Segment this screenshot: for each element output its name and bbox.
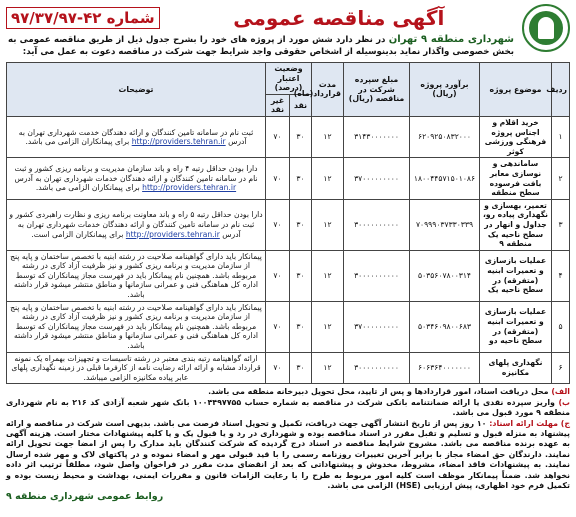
project-name: ساماندهی و نوسازی معابر بافت فرسوده سطح منطقه: [480, 158, 552, 199]
credit-noncash: ۷۰: [266, 250, 290, 301]
organization-name: شهرداری منطقه ۹ تهران: [388, 34, 515, 45]
contract-duration: ۱۲: [312, 301, 344, 352]
project-name: عملیات بازسازی و تعمیرات ابنیه (متفرقه) در سطح ناحیه یک: [480, 250, 552, 301]
project-estimate: ۱۸۰۰۴۴۵۷۱۵۰۱۰۸۶: [410, 158, 480, 199]
credit-noncash: ۷۰: [266, 116, 290, 157]
header-description: توضیحات: [7, 63, 266, 117]
header-bar: [6, 4, 570, 32]
credit-cash: ۳۰: [290, 352, 312, 384]
row-number: ۴: [552, 250, 570, 301]
table-row: [7, 250, 570, 301]
projects-table: [6, 62, 570, 384]
project-deposit: ۳۱۴۳۰۰۰۰۰۰۰: [344, 116, 410, 157]
municipality-logo-icon: [522, 4, 570, 52]
contract-duration: ۱۲: [312, 158, 344, 199]
providers-link[interactable]: http://providers.tehran.ir: [131, 137, 226, 147]
contract-duration: ۱۲: [312, 352, 344, 384]
project-name: تعمیر، بهسازی و نگهداری پیاده رو، جداول و انهار در سطح ناحیه یک منطقه ۹: [480, 199, 552, 250]
table-row: [7, 158, 570, 199]
notice-terms: [6, 387, 570, 502]
term-b: ب) واریز سپرده نقدی یا ارائه ضمانتنامه بانکی شرکت در مناقصه به شماره حساب ۱۰۰۴۴۹۷۷۵۵ بانک شهر شعبه آزادی کد ۲۱۶ به نام شهرداری منطقه ۹ مورد قبول می باشد.: [6, 397, 570, 418]
header-row-number: ردیف: [552, 63, 570, 117]
project-deposit: ۳۰۰۰۰۰۰۰۰۰۰: [344, 199, 410, 250]
header-deposit: مبلغ سپرده شرکت در مناقصه (ریال): [344, 63, 410, 117]
row-number: ۳: [552, 199, 570, 250]
header-project-name: موضوع پروژه: [480, 63, 552, 117]
contract-duration: ۱۲: [312, 116, 344, 157]
project-name: خرید اقلام و اجناس پروژه فرهنگی ورزشی کوثر: [480, 116, 552, 157]
project-description: پیمانکار باید دارای گواهینامه صلاحیت در رشته ابنیه با تخصص ساختمان و پایه پنج از سازمان مدیریت و برنامه ریزی کشور و نیز ظرفیت آزاد کاری در رشته مربوطه باشد. همچنین نام پیمانکار باید در فهرست مجاز پیمانکاران که توسط اداره کل هماهنگی فنی و عمرانی سازمانها و مناطق منتشر میشود قرار داشته باشد.: [7, 301, 266, 352]
credit-noncash: ۷۰: [266, 158, 290, 199]
projects-table-body: [7, 116, 570, 383]
table-row: [7, 116, 570, 157]
project-description: دارا بودن حداقل رتبه ۵ راه و باند معاونت برنامه ریزی و نظارت راهبردی کشور و ثبت نام در سامانه تامین کنندگان و ارائه دهندگان خدمات شهرداری تهران به آدرس http://providers.tehran.ir برای پیمانکاران الزامی است.: [7, 199, 266, 250]
header-duration: مدت قرارداد(ماه): [312, 63, 344, 117]
notice-number: شماره ۴۲-۹۷/۳۷/۹۷: [6, 7, 160, 29]
row-number: ۵: [552, 301, 570, 352]
notice-title: آگهی مناقصه عمومی: [233, 6, 445, 30]
providers-link[interactable]: http://providers.tehran.ir: [142, 183, 237, 193]
credit-noncash: ۷۰: [266, 301, 290, 352]
public-relations-signature: روابط عمومی شهرداری منطقه ۹: [6, 491, 164, 503]
credit-cash: ۳۰: [290, 116, 312, 157]
project-description: ثبت نام در سامانه تامین کنندگان و ارائه دهندگان خدمت شهرداری تهران به آدرس http://providers.tehran.ir برای پیمانکاران الزامی می باشد.: [7, 116, 266, 157]
project-deposit: ۳۷۰۰۰۰۰۰۰۰۰: [344, 158, 410, 199]
project-estimate: ۵۰۳۴۶۰۹۸۰۰۶۸۳: [410, 301, 480, 352]
contract-duration: ۱۲: [312, 199, 344, 250]
row-number: ۲: [552, 158, 570, 199]
term-a: الف) محل دریافت اسناد، امور قراردادها و پس از تایید، محل تحویل دبیرخانه منطقه می باشد.: [208, 387, 570, 397]
header-credit: وضعیت اعتبار (درصد): [266, 63, 312, 95]
contract-duration: ۱۲: [312, 250, 344, 301]
project-name: نگهداری پلهای مکانیزه: [480, 352, 552, 384]
project-description: دارا بودن حداقل رتبه ۴ راه و باند سازمان مدیریت و برنامه ریزی کشور و ثبت نام در سامانه تامین کنندگان و ارائه دهندگان خدمات شهرداری تهران به آدرس http://providers.tehran.ir برای پیمانکاران الزامی می باشد.: [7, 158, 266, 199]
table-row: [7, 352, 570, 384]
header-noncash: غیر نقد: [266, 94, 290, 116]
credit-cash: ۳۰: [290, 199, 312, 250]
project-estimate: ۶۲۰۹۲۵۰۸۳۲۰۰۰: [410, 116, 480, 157]
credit-noncash: ۷۰: [266, 199, 290, 250]
header-estimate: برآورد پروژه (ریال): [410, 63, 480, 117]
credit-cash: ۳۰: [290, 158, 312, 199]
table-row: [7, 199, 570, 250]
project-deposit: ۳۷۰۰۰۰۰۰۰۰۰: [344, 301, 410, 352]
credit-cash: ۳۰: [290, 301, 312, 352]
table-row: [7, 301, 570, 352]
providers-link[interactable]: http://providers.tehran.ir: [125, 229, 220, 239]
row-number: ۶: [552, 352, 570, 384]
intro-text: در نظر دارد شش مورد از پروژه های خود را بشرح جدول ذیل از طریق مناقصه عمومی به بخش خصوصی واگذار نماید بدینوسیله از اشخاص حقوقی واجد شرایط جهت شرکت در مناقصه دعوت به عمل می آید:: [8, 35, 514, 57]
project-description: پیمانکار باید دارای گواهینامه صلاحیت در رشته ابنیه با تخصص ساختمان و پایه پنج از سازمان مدیریت و برنامه ریزی کشور و نیز ظرفیت آزاد کاری در رشته مربوطه باشد. همچنین نام پیمانکار باید در فهرست مجاز پیمانکاران که توسط اداره کل هماهنگی فنی و عمرانی سازمانها و مناطق منتشر میشود قرار داشته باشد.: [7, 250, 266, 301]
table-header-row: [7, 63, 570, 95]
project-estimate: ۶۰۶۳۶۴۰۰۰۰۰۰۰: [410, 352, 480, 384]
project-deposit: ۳۰۰۰۰۰۰۰۰۰۰: [344, 352, 410, 384]
notice-intro: [8, 34, 514, 58]
credit-cash: ۳۰: [290, 250, 312, 301]
credit-noncash: ۷۰: [266, 352, 290, 384]
project-estimate: ۵۰۳۵۶۰۷۸۰۰۳۱۴: [410, 250, 480, 301]
header-cash: نقد: [290, 94, 312, 116]
project-estimate: ۷۰۹۹۹۰۳۷۳۳۰۳۳۹: [410, 199, 480, 250]
term-c: ج) مهلت ارائه اسناد: ۱۰ روز پس از تاریخ انتشار آگهی جهت دریافت، تکمیل و تحویل اسناد فرصت می باشد. بدیهی است شرکت در مناقصه و ارائه پیشنهاد به منزله قبول و تسلیم و تقبل مقرر در اسناد مناقصه بوده و شهرداری در رد و یا قبول یک و یا کلیه پیشنهادات مختار است. هزینه آگهی به عهده برنده مناقصه می باشد. مشروح شرایط مناقصه در اسناد درج گردیده که شرکت کنندگان باید مدارک را پس از امضا جهت تحویل ارائه نمایند. دارندگان حق امضاء مجاز با برابر آخرین تغییرات روزنامه رسمی را با قید قبولی مهر و امضاء نموده و در پاکتهای لاک و مهر شده ارسال نمایند. به پیشنهادات فاقد امضاء، مشروط، مخدوش و پیشنهاداتی که بعد از انقضای مدت مقرر در فراخوان واصل شود، مطلقاً ترتیب اثر داده نخواهد شد. ضمناً پیمانکار موظف است کلیه امور مربوط به طرح را با رعایت الزامات قانون و مقررات ایمنی، بهداشت و محیط زیست بوده و تکمیل فرم خود اظهاری، پیش ارزیابی (HSE) الزامی می باشد.: [6, 418, 571, 491]
project-name: عملیات بازسازی و تعمیرات ابنیه (متفرقه) در سطح ناحیه دو: [480, 301, 552, 352]
project-description: ارائه گواهینامه رتبه بندی معتبر در رشته تاسیسات و تجهیزات بهمراه یک نمونه قرارداد مشابه و ارائه ارائه رضایت نامه از کارفرما قبلی در زمینه نگهداری پلهای عابر پیاده مکانیزه الزامی میباشد.: [7, 352, 266, 384]
project-deposit: ۳۰۰۰۰۰۰۰۰۰۰: [344, 250, 410, 301]
row-number: ۱: [552, 116, 570, 157]
